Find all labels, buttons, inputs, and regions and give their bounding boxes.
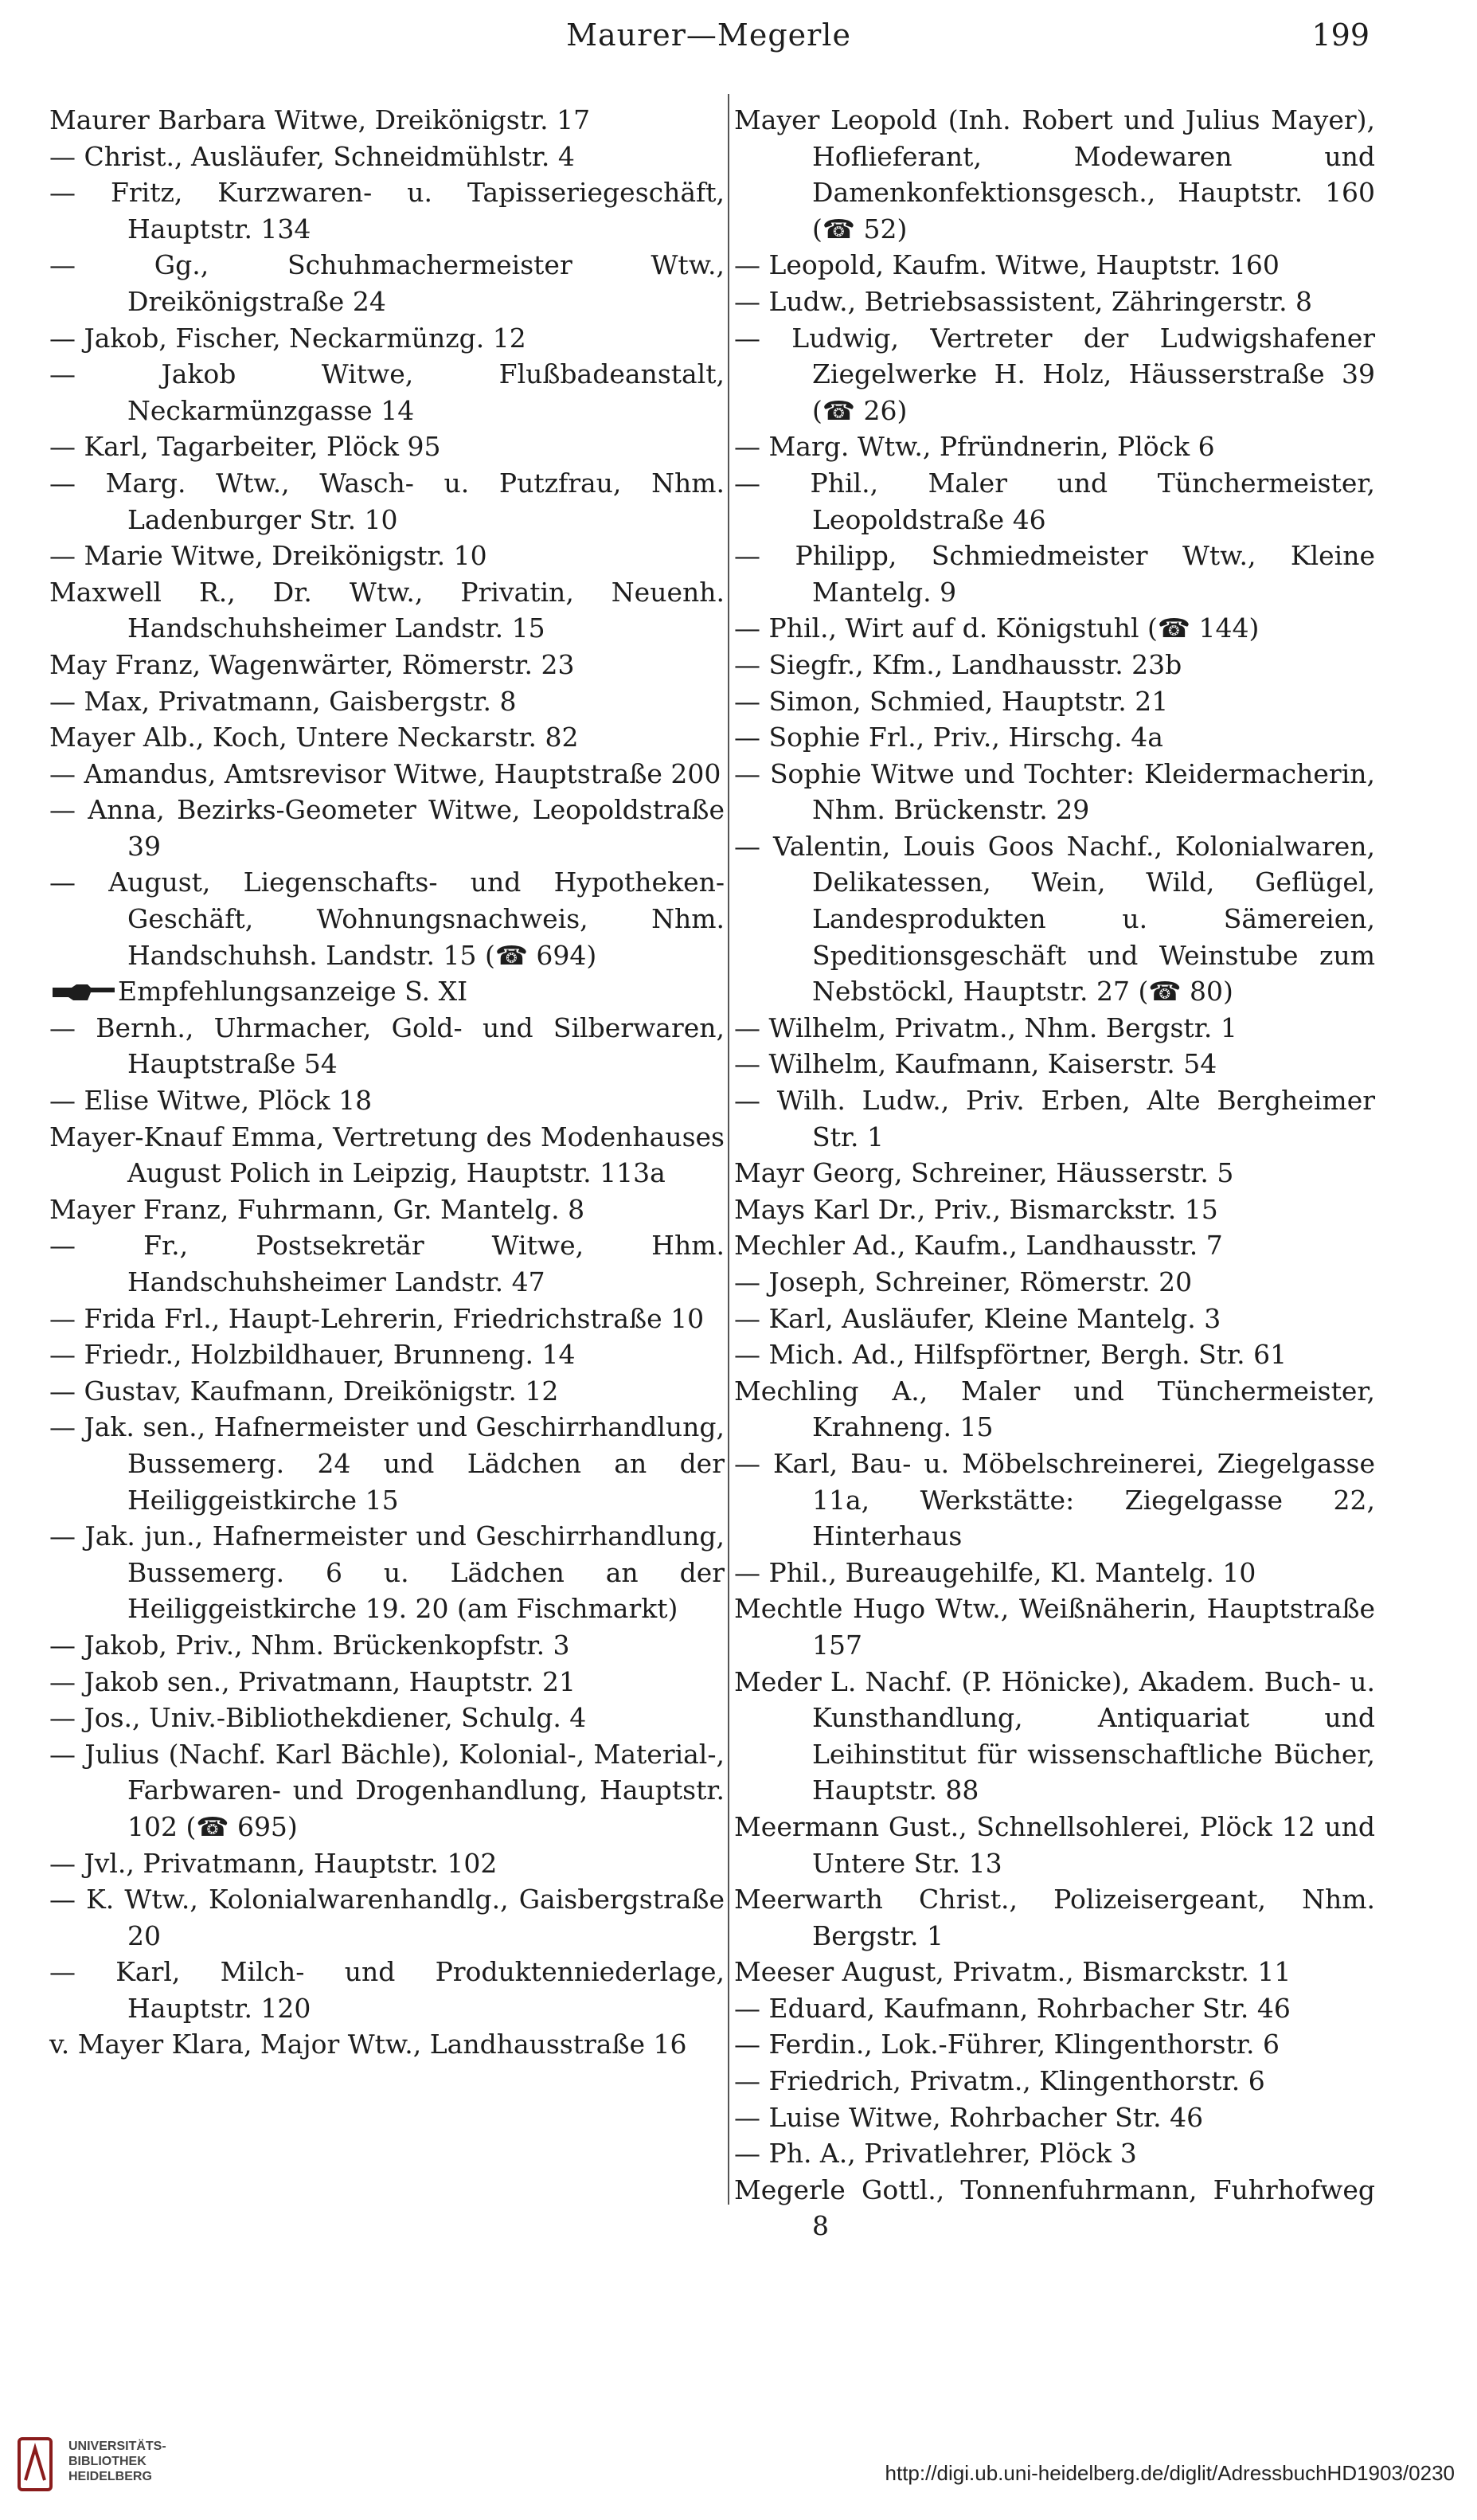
directory-entry [49,1010,725,1082]
page-header [48,18,1370,65]
directory-entry [49,1373,725,1410]
entry-text: — Max, Privatmann, Gaisbergstr. 8 [49,685,517,717]
directory-entry [49,139,725,175]
entry-text: — Ludw., Betriebsassistent, Zähringerstr. 8 [734,285,1313,317]
entry-text: — Bernh., Uhrmacher, Gold- und Silberwaren, Hauptstraße 54 [49,1012,725,1080]
directory-entry [49,792,725,864]
entry-text: — Friedr., Holzbildhauer, Brunneng. 14 [49,1339,576,1371]
entry-text: — Marie Witwe, Dreikönigstr. 10 [49,540,487,572]
entry-text: — Julius (Nachf. Karl Bächle), Kolonial-, Material-, Farbwaren- und Drogenhandlung, Hauptstr. 102 (☎ 695) [49,1738,725,1842]
entry-text: — Jakob Witwe, Flußbadeanstalt, Neckarmünzgasse 14 [49,358,725,426]
entry-text: — Ph. A., Privatlehrer, Plöck 3 [734,2138,1137,2170]
directory-entry [49,1192,725,1228]
directory-entry [49,102,725,139]
directory-entry [49,465,725,538]
directory-entry [49,1700,725,1736]
directory-entry [734,1301,1375,1337]
page-number: 199 [1311,18,1370,53]
directory-entry [734,2172,1375,2244]
entry-text: Meeser August, Privatm., Bismarckstr. 11 [734,1956,1291,1988]
entry-text: — Jakob, Priv., Nhm. Brückenkopfstr. 3 [49,1629,570,1661]
directory-entry [734,284,1375,320]
directory-entry [734,1373,1375,1446]
entry-text: Mechling A., Maler und Tünchermeister, Krahneng. 15 [734,1375,1375,1443]
entry-text: — Phil., Wirt auf d. Königstuhl (☎ 144) [734,612,1260,644]
library-name-line: BIBLIOTHEK [68,2455,147,2468]
entry-text: — Elise Witwe, Plöck 18 [49,1085,373,1117]
entry-text: Meder L. Nachf. (P. Hönicke), Akadem. Buch- u. Kunsthandlung, Antiquariat und Leihinstitut für wissenschaftliche Bücher, Hauptstr. 88 [734,1665,1375,1806]
directory-entry [734,1046,1375,1082]
entry-text: Maxwell R., Dr. Wtw., Privatin, Neuenh. Handschuhsheimer Landstr. 15 [49,576,725,644]
directory-entry [49,2026,725,2063]
directory-entry [49,1227,725,1300]
entry-text: — Fr., Postsekretär Witwe, Hhm. Handschuhsheimer Landstr. 47 [49,1230,725,1297]
directory-entry [49,683,725,720]
entry-text: — Sophie Witwe und Tochter: Kleidermacherin, Nhm. Brückenstr. 29 [734,757,1375,826]
entry-text: Meerwarth Christ., Polizeisergeant, Nhm. Bergstr. 1 [734,1884,1375,1951]
directory-entry [734,1227,1375,1264]
entry-text: — Phil., Bureaugehilfe, Kl. Mantelg. 10 [734,1556,1256,1588]
entry-text: — Anna, Bezirks-Geometer Witwe, Leopoldstraße 39 [49,794,725,862]
entry-text: — Karl, Milch- und Produktenniederlage, Hauptstr. 120 [49,1956,725,2024]
library-logo-icon [16,2437,54,2495]
directory-entry [734,1591,1375,1663]
entry-text: Mayer-Knauf Emma, Vertretung des Modenhauses August Polich in Leipzig, Hauptstr. 113a [49,1121,725,1189]
directory-entry [734,1664,1375,1809]
entry-text: — Leopold, Kaufm. Witwe, Hauptstr. 160 [734,249,1280,281]
directory-entry [734,1336,1375,1373]
column-divider [728,94,729,2205]
pointing-hand-icon [49,981,118,1005]
entry-text: — Jak. jun., Hafnermeister und Geschirrhandlung, Bussemerg. 6 u. Lädchen an der Heiliggeistkirche 19. 20 (am Fischmarkt) [49,1520,725,1625]
directory-entry [734,1155,1375,1192]
directory-entry [49,1845,725,1882]
directory-entry [49,756,725,792]
running-title: Maurer—Megerle [566,18,851,53]
directory-entry [734,2026,1375,2063]
entry-text: — Jos., Univ.-Bibliothekdiener, Schulg. 4 [49,1702,587,1734]
directory-entry [734,828,1375,1010]
directory-entry [734,1264,1375,1301]
directory-entry [49,1409,725,1518]
directory-entry [49,1736,725,1845]
library-name-line: HEIDELBERG [68,2470,152,2483]
directory-entry [49,574,725,647]
directory-entry [49,1664,725,1700]
entry-text: Empfehlungsanzeige S. XI [118,976,468,1008]
entry-text: — Simon, Schmied, Hauptstr. 21 [734,685,1169,717]
entry-text: — Siegfr., Kfm., Landhausstr. 23b [734,648,1182,680]
directory-entry [734,683,1375,720]
directory-entry [49,1301,725,1337]
entry-text: — Joseph, Schreiner, Römerstr. 20 [734,1266,1193,1297]
entry-text: — Gg., Schuhmachermeister Wtw., Dreikönigstraße 24 [49,249,725,317]
entry-text: — August, Liegenschafts- und Hypotheken-Geschäft, Wohnungsnachweis, Nhm. Handschuhsh. Landstr. 15 (☎ 694) [49,867,725,971]
directory-entry [734,2099,1375,2136]
entry-text: — Luise Witwe, Rohrbacher Str. 46 [734,2101,1204,2133]
entry-text: — Karl, Ausläufer, Kleine Mantelg. 3 [734,1302,1221,1334]
entry-text: May Franz, Wagenwärter, Römerstr. 23 [49,648,575,680]
directory-entry [49,1881,725,1954]
entry-text: Meermann Gust., Schnellsohlerei, Plöck 12 und Untere Str. 13 [734,1810,1375,1879]
entry-text: Mayer Franz, Fuhrmann, Gr. Mantelg. 8 [49,1193,585,1225]
entry-text: — Eduard, Kaufmann, Rohrbacher Str. 46 [734,1992,1291,2024]
directory-entry [734,2063,1375,2099]
source-url[interactable]: http://digi.ub.uni-heidelberg.de/diglit/AdressbuchHD1903/0230 [885,2461,1455,2485]
directory-entry [734,1555,1375,1591]
directory-entry [734,428,1375,465]
directory-entry [734,610,1375,647]
entry-text: — Ludwig, Vertreter der Ludwigshafener Ziegelwerke H. Holz, Häusserstraße 39 (☎ 26) [734,322,1375,426]
directory-entry [734,247,1375,284]
directory-entry [49,1627,725,1664]
entry-text: — Jakob, Fischer, Neckarmünzg. 12 [49,322,526,354]
entry-text: Megerle Gottl., Tonnenfuhrmann, Fuhrhofweg 8 [734,2174,1375,2242]
entry-text: — Ferdin., Lok.-Führer, Klingenthorstr. 6 [734,2029,1280,2060]
directory-entry [734,1010,1375,1047]
directory-entry [734,1192,1375,1228]
directory-entry [734,1082,1375,1155]
library-name-line: UNIVERSITÄTS- [68,2440,166,2453]
entry-text: — Jak. sen., Hafnermeister und Geschirrhandlung, Bussemerg. 24 und Lädchen an der Heiliggeistkirche 15 [49,1411,725,1516]
entry-text: — Wilhelm, Kaufmann, Kaiserstr. 54 [734,1048,1217,1080]
entry-text: — Jvl., Privatmann, Hauptstr. 102 [49,1847,498,1879]
directory-entry [734,1954,1375,1990]
entry-text: — Karl, Tagarbeiter, Plöck 95 [49,431,441,463]
entry-text: — K. Wtw., Kolonialwarenhandlg., Gaisbergstraße 20 [49,1884,725,1951]
directory-entry [49,864,725,973]
page-footer [0,2437,1477,2520]
entry-text: — Karl, Bau- u. Möbelschreinerei, Ziegelgasse 11a, Werkstätte: Ziegelgasse 22, Hinterhaus [734,1447,1375,1552]
left-column [49,102,725,2063]
directory-entry [49,719,725,756]
entry-text: — Frida Frl., Haupt-Lehrerin, Friedrichstraße 10 [49,1302,705,1334]
directory-entry [49,320,725,357]
directory-entry [49,247,725,319]
right-column [734,102,1375,2244]
directory-entry [734,756,1375,828]
directory-entry [734,2135,1375,2172]
entry-text: Maurer Barbara Witwe, Dreikönigstr. 17 [49,104,591,135]
directory-entry [49,1518,725,1627]
directory-entry [734,1446,1375,1555]
entry-text: Mayer Leopold (Inh. Robert und Julius Mayer), Hoflieferant, Modewaren und Damenkonfektionsgesch., Hauptstr. 160 (☎ 52) [734,104,1375,245]
entry-text: — Marg. Wtw., Pfründnerin, Plöck 6 [734,431,1215,463]
directory-entry [49,428,725,465]
directory-entry [49,1119,725,1192]
entry-text: — Christ., Ausläufer, Schneidmühlstr. 4 [49,140,575,172]
entry-text: — Sophie Frl., Priv., Hirschg. 4a [734,722,1163,753]
entry-text: — Friedrich, Privatm., Klingenthorstr. 6 [734,2065,1265,2097]
directory-entry [734,538,1375,610]
directory-entry [49,1082,725,1119]
directory-entry [734,465,1375,538]
entry-text: — Wilh. Ludw., Priv. Erben, Alte Bergheimer Str. 1 [734,1085,1375,1152]
directory-entry [49,174,725,247]
entry-text: — Wilhelm, Privatm., Nhm. Bergstr. 1 [734,1012,1237,1043]
entry-text: v. Mayer Klara, Major Wtw., Landhausstraße 16 [49,2029,687,2060]
directory-entry [734,1809,1375,1881]
directory-entry [49,538,725,574]
directory-entry [49,1954,725,2026]
entry-text: — Mich. Ad., Hilfspförtner, Bergh. Str. 61 [734,1339,1287,1371]
library-name [68,2439,166,2484]
entry-text: — Marg. Wtw., Wasch- u. Putzfrau, Nhm. Ladenburger Str. 10 [49,467,725,535]
directory-entry [734,719,1375,756]
directory-entry [734,102,1375,247]
directory-entry [49,647,725,683]
entry-text: — Fritz, Kurzwaren- u. Tapisseriegeschäft, Hauptstr. 134 [49,177,725,245]
directory-entry [734,647,1375,683]
directory-entry [734,1990,1375,2027]
entry-text: Mayr Georg, Schreiner, Häusserstr. 5 [734,1157,1234,1189]
entry-text: Mechler Ad., Kaufm., Landhausstr. 7 [734,1230,1223,1262]
entry-text: Mays Karl Dr., Priv., Bismarckstr. 15 [734,1193,1218,1225]
entry-text: — Phil., Maler und Tünchermeister, Leopoldstraße 46 [734,467,1375,535]
entry-text: — Philipp, Schmiedmeister Wtw., Kleine Mantelg. 9 [734,540,1375,608]
directory-entry [734,1881,1375,1954]
cross-reference-note [49,973,725,1010]
directory-entry [49,1336,725,1373]
entry-text: Mayer Alb., Koch, Untere Neckarstr. 82 [49,722,579,753]
entry-text: — Amandus, Amtsrevisor Witwe, Hauptstraße 200 [49,757,721,789]
entry-text: — Gustav, Kaufmann, Dreikönigstr. 12 [49,1375,559,1407]
directory-entry [49,356,725,428]
entry-text: — Jakob sen., Privatmann, Hauptstr. 21 [49,1665,576,1697]
directory-entry [734,320,1375,429]
entry-text: — Valentin, Louis Goos Nachf., Kolonialwaren, Delikatessen, Wein, Wild, Geflügel, Landesprodukten u. Sämereien, Speditionsgeschäft und Weinstube zum Nebstöckl, Hauptstr. 27 (☎ 80) [734,830,1375,1008]
entry-text: Mechtle Hugo Wtw., Weißnäherin, Hauptstraße 157 [734,1593,1375,1661]
